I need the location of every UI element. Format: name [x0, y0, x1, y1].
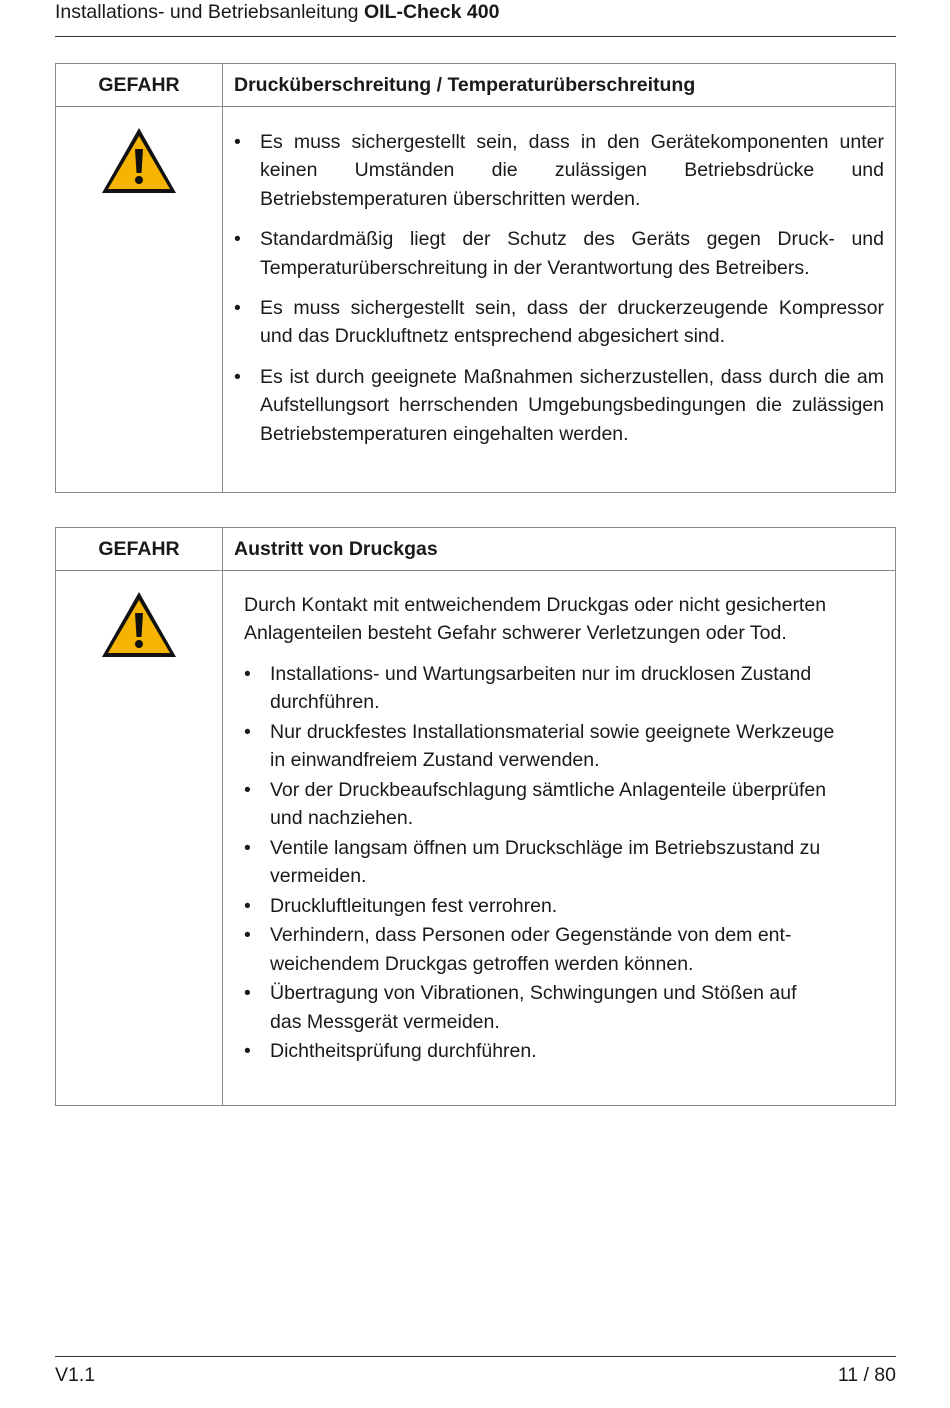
doc-title-product: OIL-Check 400	[363, 1, 500, 23]
warning-box-compressed-gas	[55, 527, 896, 1106]
list-item: • Es muss sichergestellt sein, dass in den Gerätekomponenten unter keinen Umständen die zulässigen Betriebsdrücke und Betriebstemperaturen überschritten werden.	[234, 131, 884, 210]
warning-bullet-list	[244, 660, 865, 1066]
list-item: • Druckluftleitungen fest verrohren.	[244, 894, 558, 917]
warning-intro-text: Durch Kontakt mit entweichendem Druckgas oder nicht gesicherten Anlagenteilen besteht Gefahr schwerer Verletzungen oder Tod.	[244, 594, 827, 645]
doc-title-prefix: Installations- und Betriebsanleitung	[55, 1, 364, 23]
page-footer	[55, 1356, 896, 1386]
version-label: V1.1	[55, 1364, 96, 1386]
list-item: • Es ist durch geeignete Maßnahmen sicherzustellen, dass durch die am Aufstellungsort herrschenden Umgebungsbedingungen die zulässigen Betriebstemperaturen eingehalten werden.	[234, 365, 884, 445]
list-item: • Ventile langsam öffnen um Druckschläge im Betriebszustand zu vermeiden.	[244, 836, 821, 888]
list-item: • Dichtheitsprüfung durchführen.	[244, 1040, 537, 1063]
page-header	[55, 0, 896, 37]
warning-triangle-icon	[101, 591, 177, 663]
list-item: • Standardmäßig liegt der Schutz des Geräts gegen Druck- und Temperaturüberschreitung in der Verantwortung des Betreibers.	[234, 228, 884, 279]
warning-box-overpressure	[55, 63, 896, 493]
warning-title: Austritt von Druckgas	[223, 528, 896, 571]
list-item: • Vor der Druckbeaufschlagung sämtliche Anlagenteile überprüfen und nachziehen.	[244, 778, 827, 830]
warning-bullet-list	[234, 128, 884, 448]
warning-level-label: GEFAHR	[56, 64, 223, 107]
list-item: • Es muss sichergestellt sein, dass der druckerzeugende Kompressor und das Druckluftnetz entsprechend abgesichert sind.	[234, 297, 884, 348]
warning-level-label: GEFAHR	[56, 528, 223, 571]
page-number: 11 / 80	[837, 1364, 896, 1386]
list-item: • Übertragung von Vibrationen, Schwingungen und Stößen auf das Messgerät vermeiden.	[244, 982, 797, 1033]
warning-title: Drucküberschreitung / Temperaturüberschreitung	[223, 64, 896, 107]
list-item: • Nur druckfestes Installationsmaterial sowie geeignete Werkzeuge in einwandfreiem Zustand verwenden.	[244, 720, 835, 772]
list-item: • Verhindern, dass Personen oder Gegenstände von dem ent- weichendem Druckgas getroffen werden können.	[244, 924, 792, 975]
warning-triangle-icon	[101, 127, 177, 199]
list-item: • Installations- und Wartungsarbeiten nur im drucklosen Zustand durchführen.	[244, 662, 812, 714]
